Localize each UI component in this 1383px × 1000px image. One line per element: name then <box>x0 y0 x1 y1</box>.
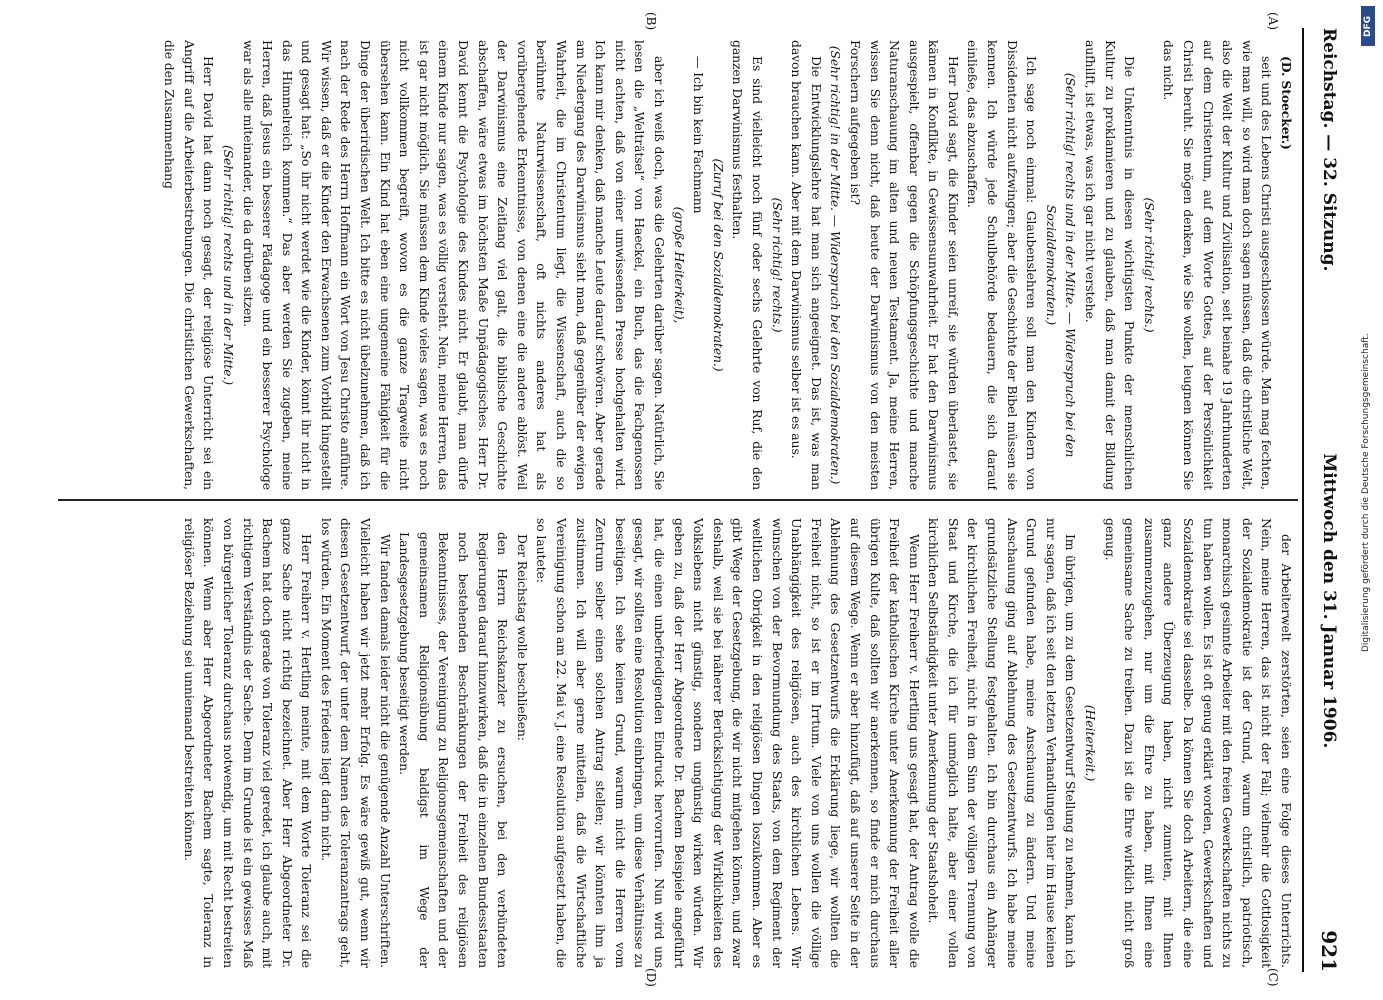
speaker-label: (D. Stoecker.) <box>1279 56 1294 150</box>
column-divider <box>58 499 1298 501</box>
paragraph: Ich sage noch einmal: Glaubenslehren soll man den Kindern von Dissidenten nicht aufzwingen; aber die Geschichte der Bibel müssen sie kennen. Ich würde jede Schulbehörde bedauern, die sich darauf einließe, das abzuschaffen. <box>965 40 1040 490</box>
interjection: (große Heiterkeit), <box>671 206 687 324</box>
interjection: (Sehr richtig! rechts und in der Mitte. — Widerspruch bei den Sozialdemokraten.) <box>1043 72 1079 458</box>
paragraph: Im übrigen, um zu dem Gesetzentwurf Stellung zu nehmen, kann ich nur sagen, daß ich seit den letzten Verhandlungen hier im Hause keinen Grund gefunden habe, meine Anschauung zu ändern. Und meine Anschauung ging auf Ablehnung des Gesetzentwurfs. Ich habe meine grundsätzliche Stellung festgehalten. Ich bin durchaus ein Anhänger der kirchlichen Freiheit, nicht in dem Sinn der völligen Trennung von Staat und Kirche, die ich für unmöglich halte, aber einer vollen kirchlichen Selbständigkeit unter Anerkennung der Staatshoheit. <box>926 518 1079 968</box>
rotated-page-content <box>18 8 1358 992</box>
left-column <box>56 40 1296 490</box>
paragraph: Herr David sagt, die Kinder seien unreif, sie würden überlastet, sie kämen in Konflikte, in Gewissensunwahrheit. Er hat den Darwinismus ausgespielt, offenbar gegen die Schöpfungsgeschichte und manche Naturanschauung im alten und neuen Testament. Ja, meine Herren, wissen Sie denn nicht, daß heute der Darwinismus von den meisten Forschern aufgegeben ist? <box>847 40 961 490</box>
paragraph: Wenn Herr Freiherr v. Hertling uns gesagt hat, der Antrag wolle die Freiheit der katholischen Kirche unter Anerkennung der Freiheit aller übrigen Kulte, daß sollten wir anerkennen, so finde er mich durchaus auf diesem Wege. Wenn er aber hinzufügt, daß auf unserer Seite in der Ablehnung des Gesetzentwurfs die Erklärung liege, wir wollten die Freiheit nicht, so ist er im Irrtum. Viele von uns wollen die völlige Unabhängigkeit des religiösen, auch des kirchlichen Lebens. Wir wünschen von der Bevormundung des Staats, von dem Regiment der weltlichen Obrigkeit in den religiösen Dingen loszukommen. Aber es gibt Wege der Gesetzgebung, die wir nicht mitgehen können, und zwar deshalb, weil sie bei näherer Berücksichtigung der Wirklichkeiten des Volkslebens nicht günstig, sondern ungünstig wirken würden. Wir geben zu, daß der Herr Abgeordnete Dr. Bachem Beispiele angeführt hat, die einen unbefriedigenden Eindruck hervorrufen. Nun wird uns gesagt, wir sollten eine Resolution einbringen, um diese Verhältnisse zu beseitigen. Ich sehe keinen Grund, warum nicht die Herren vom Zentrum selber einen solchen Antrag stellen; wir könnten ihm ja zustimmen. Ich will aber gerne mitteilen, daß die Wirtschaftliche Vereinigung schon am 22. Mai v. J. eine Resolution aufgesetzt haben, die so lautete: <box>534 518 922 968</box>
interjection: (Heiterkeit.) <box>1083 704 1099 782</box>
paragraph: seit und des Lebens Christi ausgeschlossen würde. Man mag fechten, wie man will, so wird man doch sagen müssen, daß die christliche Welt, also die Welt der Kultur und Zivilisation, seit beinahe 19 Jahrhunderten auf dem Christentum, auf dem Worte Gottes, auf der Persönlichkeit Christi beruht. Sie mögen denken, wie Sie wollen, leugnen können Sie das nicht. <box>1161 40 1275 490</box>
interjection: (Sehr richtig! rechts.) <box>1141 197 1157 333</box>
paragraph: — Ich bin kein Fachmann <box>691 56 707 214</box>
margin-mark-d: (D) <box>644 968 658 987</box>
interjection: (Zuruf bei den Sozialdemokraten.) <box>710 158 726 372</box>
paragraph: Es sind vielleicht noch fünf oder sechs Gelehrte von Ruf, die den ganzen Darwinismus festhalten. <box>730 40 765 490</box>
paragraph: Die Entwicklungslehre hat man sich angeeignet. Das ist, was man davon brauchen kann. Aber mit dem Darwinismus selber ist es aus. <box>789 40 824 490</box>
dfg-logo: DFG <box>1361 6 1375 46</box>
digitization-margin <box>1361 6 1375 996</box>
paragraph: der Arbeiterwelt zerstörten, seien eine Folge dieses Unterrichts. Nein, meine Herren, das ist nicht der Fall; vielmehr die Gottlosigkeit der Sozialdemokratie ist der Grund, warum christlich, patriotisch, monarchisch gesinnte Arbeiter mit den freien Gewerkschaften nichts zu tun haben wollen. Es ist oft genug erklärt worden, Gewerkschaften und Sozialdemokratie sei dasselbe. Da können Sie doch Arbeitern, die eine ganz andere Überzeugung haben, nicht zumuten, mit Ihnen zusammenzugehen, nur um die Ehre zu haben, mit Ihnen eine gemeinsame Sache zu treiben. Dazu ist die Ehre wirklich nicht groß genug. <box>1102 518 1294 968</box>
header-date: Mittwoch den 31. Januar 1906. <box>1319 453 1339 749</box>
paragraph: aber ich weiß doch, was die Gelehrten darüber sagen. Natürlich, Sie lesen die „Welträtsel“ von Haeckel, ein Buch, das die Fachgenossen nicht achten, daß von einer umwissenden Presse hochgehalten wird. Ich kann mir denken, daß manche Leute darauf schwören. Aber gerade am Niedergang des Darwinismus sieht man, daß gegenüber der ewigen Wahrheit, die im Christentum liegt, die Wissenschaft, auch die so berühmte Naturwissenschaft, oft nichts anderes hat als vorübergehende Erkenntnisse, von denen eine die andere ablöst. Weil der Darwinismus eine Zeitlang viel galt, die biblische Geschichte abschaffen, wäre etwas im höchsten Maße Unpädagogisches. Herr Dr. David kennt die Psychologie des Kindes nicht. Er glaubt, man dürfe einem Kinde nur sagen, was es völlig versteht. Nein, meine Herren, das ist gar nicht möglich. Sie müssen dem Kinde vieles sagen, was es noch nicht vollkommen begreift, wovon es die ganze Tragweite nicht übersehen kann. Ein Kind hat eben eine ungemeine Fähigkeit für die Dinge der überirdischen Welt. Ich bitte es nicht übelzunehmen, daß ich nach der Rede des Herrn Hoffmann ein Wort von Jesu Christo anführe. Wir wissen, daß er die Kinder den Erwachsenen zum Vorbild hingestellt und gesagt hat: „So ihr nicht werdet wie die Kinder, könnt ihr nicht in das Himmelreich kommen.“ Das aber werden Sie zugeben, meine Herren, daß Jesus ein besserer Pädagoge und ein besserer Psychologe war als alle miteinander, die da drüben sitzen. <box>240 40 667 490</box>
paragraph: Herr Freiherr v. Hertling meinte, mit dem Worte Toleranz sei die ganze Sache nicht richtig bezeichnet. Aber Herr Abgeordneter Dr. Bachem hat doch gerade von Toleranz viel geredet, ich glaube auch, mit richtigem Verständnis der Sache. Denn im Grunde ist ein gewisses Maß von bürgerlicher Toleranz durchaus notwendig, um mit Recht bestreiten können. Wenn aber Herr Abgeordneter Bachem sagte, Toleranz in religiöser Beziehung sei unniemand bestreiten können. <box>181 518 315 968</box>
resolution-text: den Herrn Reichskanzler zu ersuchen, bei den verbündeten Regierungen darauf hinzuwirken, daß die in einzelnen Bundesstaaten noch bestehenden Beschränkungen der Freiheit des religiösen Bekenntnisses, der Vereinigung zu Religionsgemeinschaften und der gemeinsamen Religionsübung baldigst im Wege der Landesgesetzgebung beseitigt werden. <box>397 532 511 968</box>
digitization-note: Digitalisierung gefördert durch die Deutsche Forschungsgemeinschaft. <box>1361 333 1371 652</box>
paragraph: Wir fanden damals leider nicht die genügende Anzahl Unterschriften. Vielleicht haben wir jetzt mehr Erfolg. Es wäre gewiß gut, wenn wir diesen Gesetzentwurf, der unter dem Namen des Toleranzantrags geht, los würden. Ein Moment des Friedens liegt darin nicht. <box>318 518 393 968</box>
page-header <box>1304 28 1354 972</box>
scanned-page <box>18 8 1358 992</box>
margin-mark-a: (A) <box>1266 12 1280 31</box>
margin-mark-c: (C) <box>1266 968 1280 987</box>
interjection: (Sehr richtig! rechts und in der Mitte.) <box>220 144 236 386</box>
paragraph: Die Unkenntnis in diesen wichtigsten Punkte der menschlichen Kultur zu proklamieren und zu glauben, daß man damit der Bildung aufhilft, ist etwas, was ich gar nicht verstehe. <box>1083 40 1138 490</box>
page-number: 921 <box>1317 930 1341 972</box>
paragraph: Der Reichstag wolle beschließen: <box>514 534 530 741</box>
margin-mark-b: (B) <box>644 12 658 31</box>
interjection: (Sehr richtig! rechts.) <box>769 197 785 333</box>
right-column <box>56 518 1296 968</box>
interjection: (Sehr richtig! in der Mitte. — Widerspruch bei den Sozialdemokraten.) <box>828 45 844 485</box>
header-rule <box>1302 28 1304 972</box>
paragraph: Herr David hat dann noch gesagt, der religiöse Unterricht sei ein Angriff auf die Arbeiterbestrebungen. Die christlichen Gewerkschaften, die den Zusammenhang <box>162 40 217 490</box>
header-session: Reichstag. — 32. Sitzung. <box>1319 28 1339 272</box>
